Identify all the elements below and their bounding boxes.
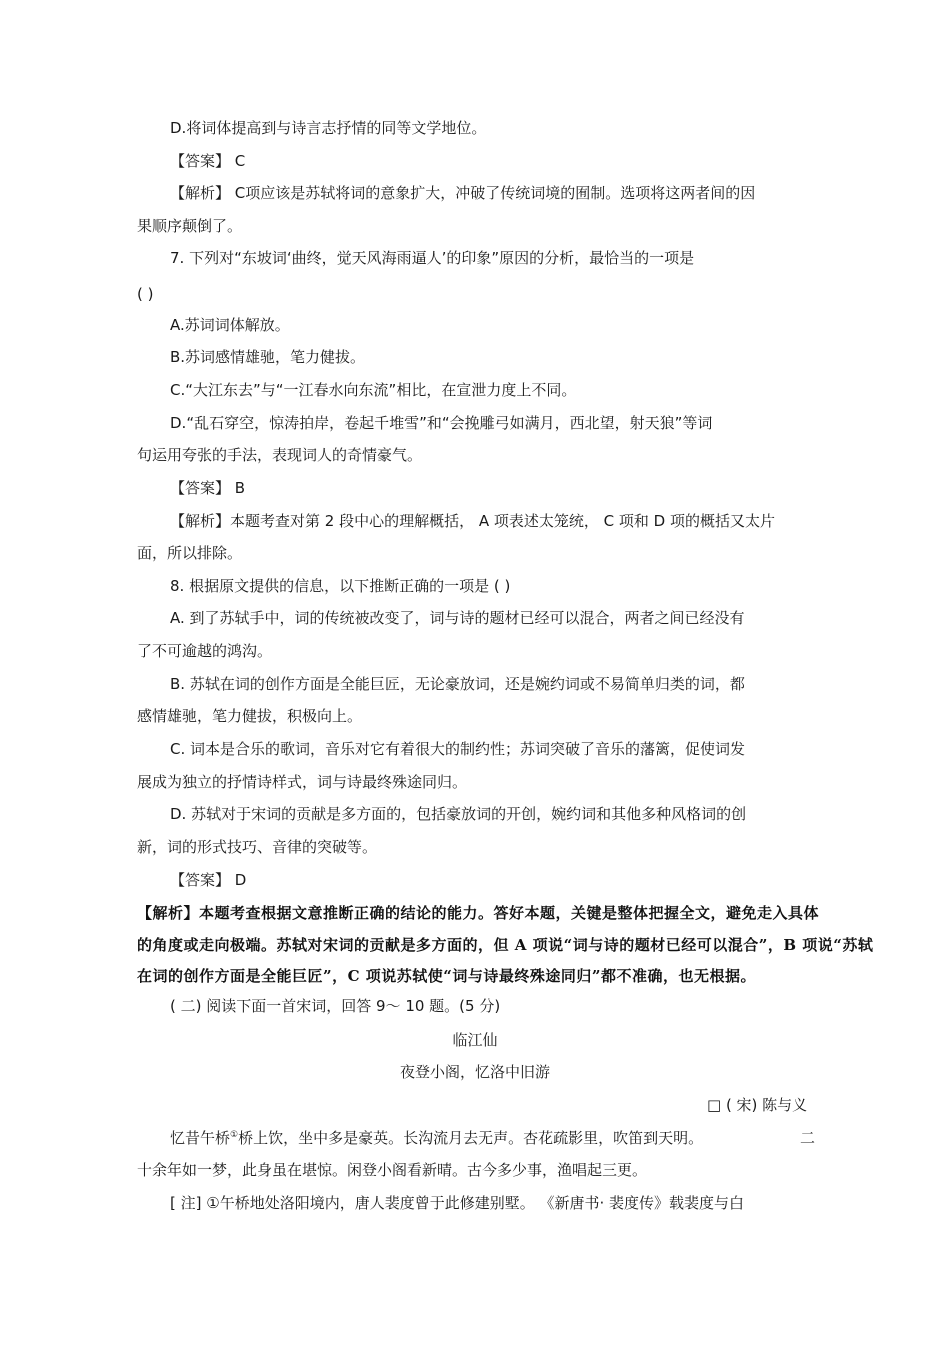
analysis-q8: 【解析】本题考查根据文意推断正确的结论的能力。答好本题，关键是整体把握全文，避免走入具体 [137, 904, 820, 922]
option-d-q6: D.将词体提高到与诗言志抒情的同等文学地位。 [170, 119, 487, 137]
option-c-q7: C.“大江东去”与“一江春水向东流”相比，在宣泄力度上不同。 [170, 381, 577, 399]
poem-line-2: 十余年如一梦，此身虽在堪惊。闲登小阁看新晴。古今多少事，渔唱起三更。 [137, 1161, 648, 1179]
option-b-q8: B. 苏轼在词的创作方面是全能巨匠，无论豪放词，还是婉约词或不易简单归类的词，都 [170, 675, 745, 693]
poem-line-1 [170, 1128, 703, 1148]
poem-line-1-start: 忆昔午桥 [170, 1129, 231, 1147]
analysis-q6-cont: 果顺序颠倒了。 [137, 217, 243, 235]
answer-q8: 【答案】 D [170, 871, 247, 889]
analysis-q8-cont1: 的角度或走向极端。苏轼对宋词的贡献是多方面的，但 A 项说“词与诗的题材已经可以混合”，B 项说“苏轼 [137, 936, 874, 954]
section-two-heading: ( 二) 阅读下面一首宋词，回答 9～ 10 题。(5 分) [170, 997, 501, 1015]
option-a-q8-cont: 了不可逾越的鸿沟。 [137, 642, 273, 660]
answer-q7: 【答案】 B [170, 479, 246, 497]
option-c-q8: C. 词本是合乐的歌词，音乐对它有着很大的制约性；苏词突破了音乐的藩篱，促使词发 [170, 740, 746, 758]
poem-author: □ ( 宋) 陈与义 [707, 1096, 808, 1114]
option-b-q7: B.苏词感情雄驰，笔力健拔。 [170, 348, 366, 366]
option-a-q7: A.苏词词体解放。 [170, 316, 290, 334]
question-8: 8. 根据原文提供的信息，以下推断正确的一项是 ( ) [170, 577, 511, 595]
option-c-q8-cont: 展成为独立的抒情诗样式，词与诗最终殊途同归。 [137, 773, 468, 791]
poem-title: 临江仙 [452, 1031, 498, 1049]
poem-note: [ 注] ①午桥地处洛阳境内，唐人裴度曾于此修建别墅。 《新唐书· 裴度传》载裴度与白 [170, 1194, 744, 1212]
question-7-blank: ( ) [137, 285, 154, 303]
poem-subtitle: 夜登小阁，忆洛中旧游 [399, 1063, 550, 1081]
answer-q6: 【答案】 C [170, 152, 246, 170]
option-d-q7-cont: 句运用夸张的手法，表现词人的奇情豪气。 [137, 446, 423, 464]
analysis-q6: 【解析】 C项应该是苏轼将词的意象扩大，冲破了传统词境的囿制。选项将这两者间的因 [170, 184, 756, 202]
option-d-q8: D. 苏轼对于宋词的贡献是多方面的，包括豪放词的开创，婉约词和其他多种风格词的创 [170, 805, 747, 823]
footnote-marker: ① [230, 1130, 239, 1140]
poem-line-1-end: 二 [800, 1129, 816, 1147]
analysis-q7: 【解析】本题考查对第 2 段中心的理解概括， A 项表述太笼统， C 项和 D 项的概括又太片 [170, 512, 775, 530]
option-b-q8-cont: 感情雄驰，笔力健拔，积极向上。 [137, 707, 363, 725]
option-d-q8-cont: 新，词的形式技巧、音律的突破等。 [137, 838, 378, 856]
question-7: 7. 下列对“东坡词‘曲终，觉天风海雨逼人’的印象”原因的分析，最恰当的一项是 [170, 249, 695, 267]
option-a-q8: A. 到了苏轼手中，词的传统被改变了，词与诗的题材已经可以混合，两者之间已经没有 [170, 609, 745, 627]
analysis-q7-cont: 面，所以排除。 [137, 544, 243, 562]
analysis-q8-cont2: 在词的创作方面是全能巨匠”，C 项说苏轼使“词与诗最终殊途同归”都不准确，也无根据。 [137, 967, 757, 985]
poem-line-1-rest: 桥上饮，坐中多是豪英。长沟流月去无声。杏花疏影里，吹笛到天明。 [238, 1129, 704, 1147]
option-d-q7: D.“乱石穿空，惊涛拍岸，卷起千堆雪”和“会挽雕弓如满月，西北望，射天狼”等词 [170, 414, 713, 432]
